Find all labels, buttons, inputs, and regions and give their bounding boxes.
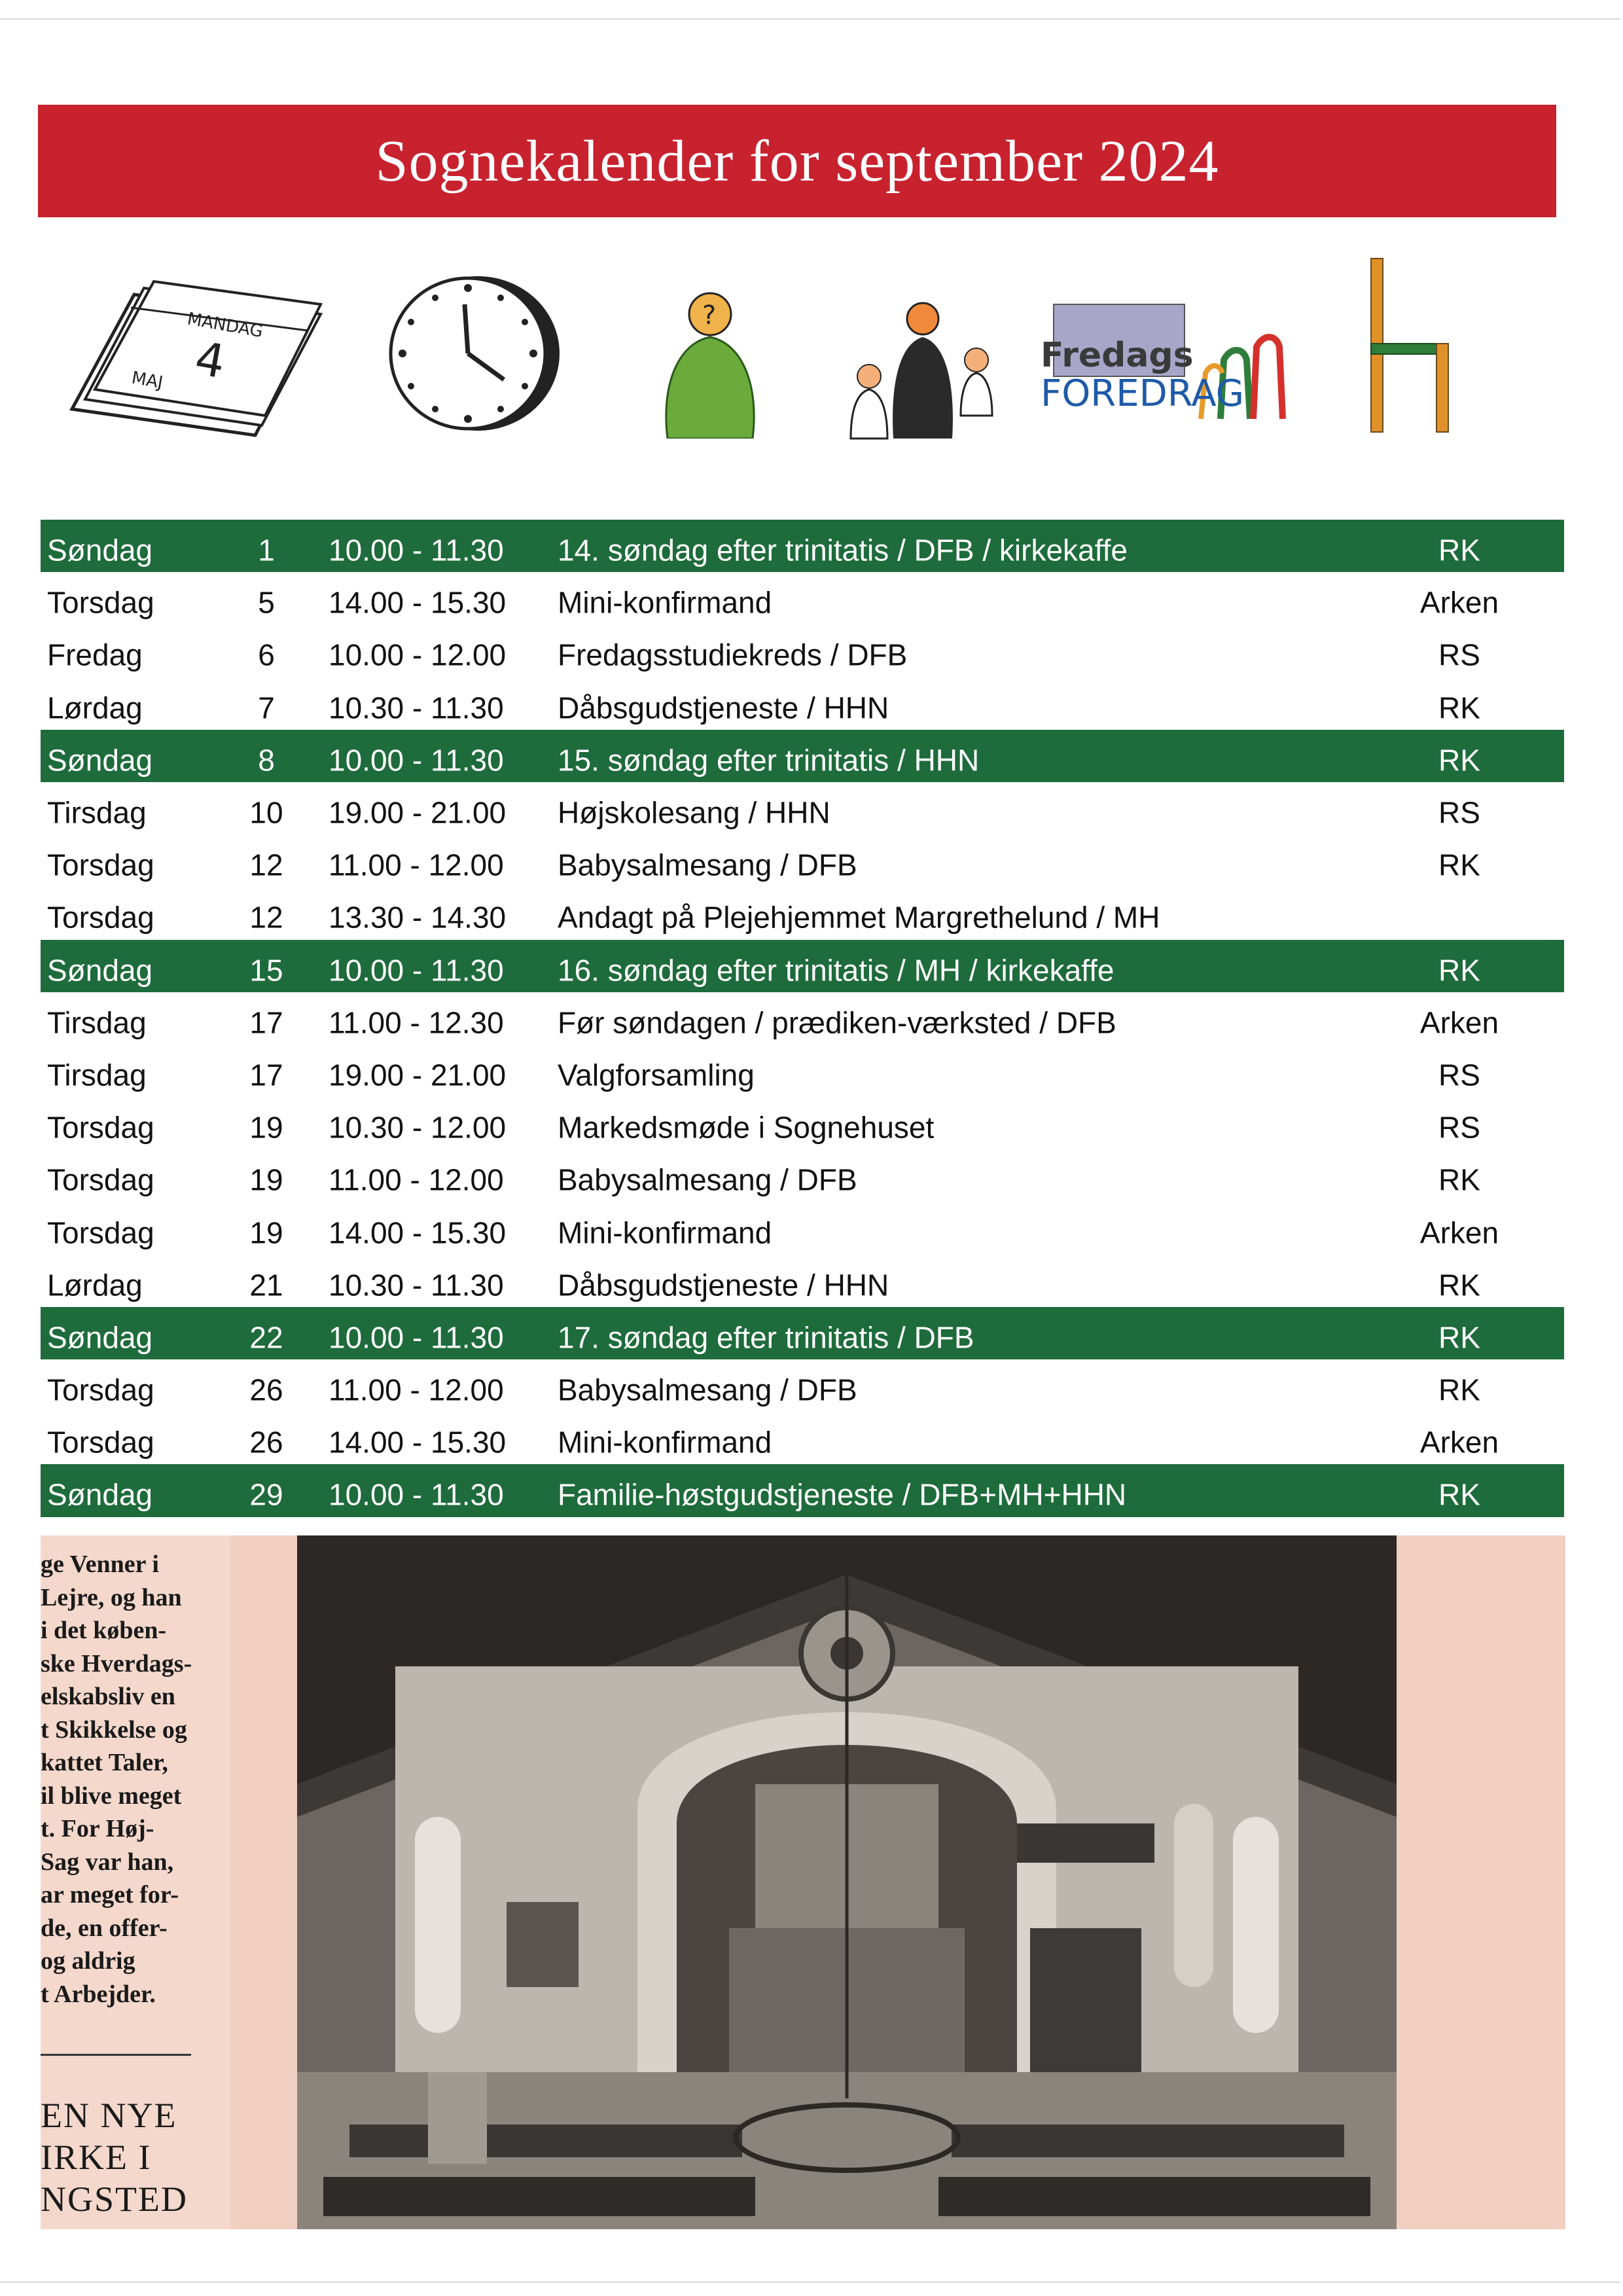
schedule-row: [41, 1359, 1564, 1412]
day-cell: Lørdag: [47, 691, 143, 725]
location-cell: RK: [1438, 691, 1480, 725]
calendar-icon: [59, 268, 327, 439]
svg-text:?: ?: [702, 300, 717, 331]
location-cell: RS: [1438, 637, 1480, 672]
clipping-text-line: t. For Høj-: [41, 1815, 154, 1842]
fredagsforedrag-logo: [1034, 295, 1322, 425]
calendar-month: MAJ: [130, 368, 165, 393]
date-cell: 8: [258, 743, 275, 778]
day-cell: Torsdag: [47, 1162, 154, 1197]
time-cell: 10.30 - 11.30: [329, 691, 504, 725]
date-cell: 19: [249, 1162, 283, 1197]
time-cell: 10.00 - 11.30: [329, 1477, 504, 1512]
time-cell: 14.00 - 15.30: [329, 1215, 507, 1250]
location-cell: RK: [1438, 743, 1480, 778]
clipping-text-line: kattet Taler,: [41, 1749, 168, 1776]
location-cell: RK: [1438, 1268, 1480, 1302]
schedule-row: [41, 1202, 1564, 1254]
clipping-headline-line: EN NYE: [41, 2096, 177, 2135]
clipping-headline-line: IRKE I: [41, 2138, 152, 2177]
location-cell: RS: [1438, 1058, 1480, 1092]
date-cell: 19: [249, 1110, 283, 1145]
schedule-row: [41, 1045, 1564, 1097]
calendar-weekday: MANDAG: [185, 309, 264, 342]
location-cell: RS: [1438, 1110, 1480, 1145]
clipping-text-line: t Arbejder.: [41, 1980, 156, 2008]
time-cell: 11.00 - 12.00: [329, 1162, 504, 1197]
time-cell: 10.00 - 12.00: [329, 637, 507, 672]
event-cell: Dåbsgudstjeneste / HHN: [558, 691, 889, 725]
location-cell: RK: [1438, 1162, 1480, 1197]
location-cell: RK: [1438, 1372, 1480, 1407]
clipping-text-line: i det køben-: [41, 1617, 167, 1644]
date-cell: 7: [258, 691, 275, 725]
clipping-text-line: Lejre, og han: [41, 1583, 182, 1611]
clipping-text-line: de, en offer-: [41, 1914, 168, 1942]
event-cell: Familie-høstgudstjeneste / DFB+MH+HHN: [558, 1477, 1127, 1512]
family-icon: [838, 298, 1008, 442]
date-cell: 26: [249, 1372, 283, 1407]
schedule-row: [41, 1412, 1564, 1464]
day-cell: Lørdag: [47, 1268, 143, 1302]
time-cell: 10.00 - 11.30: [329, 1320, 504, 1355]
event-cell: Babysalmesang / DFB: [558, 1372, 857, 1407]
day-cell: Torsdag: [47, 1215, 154, 1250]
event-cell: Markedsmøde i Sognehuset: [558, 1110, 935, 1145]
location-cell: RK: [1438, 1320, 1480, 1355]
clipping-headline-line: NGSTED: [41, 2179, 188, 2219]
clipping-text-line: ar meget for-: [41, 1881, 179, 1909]
day-cell: Søndag: [47, 953, 153, 988]
person-question-icon: [641, 288, 779, 439]
schedule-row: [41, 677, 1564, 730]
event-cell: 17. søndag efter trinitatis / DFB: [558, 1320, 974, 1355]
event-cell: Før søndagen / prædiken-værksted / DFB: [558, 1005, 1116, 1040]
time-cell: 10.30 - 12.00: [329, 1110, 507, 1145]
day-cell: Torsdag: [47, 848, 154, 882]
day-cell: Søndag: [47, 1477, 153, 1512]
schedule-row-sunday: [41, 1307, 1564, 1359]
clock-icon: [380, 268, 563, 439]
date-cell: 17: [249, 1058, 283, 1092]
location-cell: Arken: [1419, 1005, 1499, 1040]
location-cell: Arken: [1419, 585, 1499, 620]
schedule-row-sunday: [41, 730, 1564, 782]
logo-text-foredrag: FOREDRAG: [1041, 372, 1245, 415]
day-cell: Tirsdag: [47, 795, 147, 830]
schedule-row-sunday: [41, 1464, 1564, 1516]
event-cell: Højskolesang / HHN: [558, 795, 830, 830]
date-cell: 17: [249, 1005, 283, 1040]
icon-strip: [39, 242, 1558, 452]
event-cell: Mini-konfirmand: [558, 1425, 772, 1460]
event-schedule: [41, 520, 1564, 1517]
day-cell: Torsdag: [47, 1110, 154, 1145]
schedule-row: [41, 572, 1564, 624]
location-cell: RK: [1438, 953, 1480, 988]
chair-icon: [1361, 255, 1459, 439]
location-cell: Arken: [1419, 1425, 1499, 1460]
date-cell: 12: [249, 900, 283, 935]
location-cell: RK: [1438, 848, 1480, 882]
time-cell: 10.00 - 11.30: [329, 953, 504, 988]
schedule-row: [41, 782, 1564, 834]
day-cell: Torsdag: [47, 585, 154, 620]
time-cell: 11.00 - 12.00: [329, 1372, 504, 1407]
date-cell: 10: [249, 795, 283, 830]
date-cell: 29: [249, 1477, 283, 1512]
day-cell: Torsdag: [47, 1425, 154, 1460]
time-cell: 11.00 - 12.00: [329, 848, 504, 882]
clipping-text-line: Sag var han,: [41, 1848, 174, 1876]
day-cell: Torsdag: [47, 900, 154, 935]
date-cell: 26: [249, 1425, 283, 1460]
church-interior-photo: [297, 1535, 1397, 2229]
event-cell: 15. søndag efter trinitatis / HHN: [558, 743, 980, 778]
time-cell: 10.00 - 11.30: [329, 533, 504, 567]
event-cell: Andagt på Plejehjemmet Margrethelund / MH: [558, 900, 1160, 935]
time-cell: 14.00 - 15.30: [329, 585, 507, 620]
historic-section: [41, 1535, 1565, 2229]
day-cell: Fredag: [47, 637, 143, 672]
schedule-row-sunday: [41, 520, 1564, 572]
time-cell: 11.00 - 12.30: [329, 1005, 504, 1040]
time-cell: 10.30 - 11.30: [329, 1268, 504, 1302]
event-cell: Babysalmesang / DFB: [558, 1162, 857, 1197]
day-cell: Søndag: [47, 533, 153, 567]
newspaper-clipping: [41, 1535, 230, 2229]
schedule-row: [41, 1255, 1564, 1307]
date-cell: 5: [258, 585, 275, 620]
time-cell: 19.00 - 21.00: [329, 1058, 507, 1092]
time-cell: 14.00 - 15.30: [329, 1425, 507, 1460]
schedule-row: [41, 887, 1564, 939]
date-cell: 19: [249, 1215, 283, 1250]
clipping-text-line: il blive meget: [41, 1782, 182, 1810]
schedule-row: [41, 834, 1564, 887]
clipping-text-line: og aldrig: [41, 1947, 135, 1975]
date-cell: 22: [249, 1320, 283, 1355]
date-cell: 6: [258, 637, 275, 672]
event-cell: 16. søndag efter trinitatis / MH / kirkekaffe: [558, 953, 1115, 988]
location-cell: RK: [1438, 533, 1480, 567]
event-cell: Valgforsamling: [558, 1058, 755, 1092]
day-cell: Tirsdag: [47, 1005, 147, 1040]
calendar-number: 4: [191, 331, 230, 389]
event-cell: Babysalmesang / DFB: [558, 848, 857, 882]
schedule-row: [41, 1097, 1564, 1149]
schedule-row: [41, 992, 1564, 1045]
schedule-row-sunday: [41, 940, 1564, 992]
location-cell: Arken: [1419, 1215, 1499, 1250]
clipping-text-line: ge Venner i: [41, 1551, 159, 1578]
time-cell: 13.30 - 14.30: [329, 900, 507, 935]
event-cell: Mini-konfirmand: [558, 1215, 772, 1250]
day-cell: Tirsdag: [47, 1058, 147, 1092]
day-cell: Søndag: [47, 1320, 153, 1355]
date-cell: 15: [249, 953, 283, 988]
time-cell: 10.00 - 11.30: [329, 743, 504, 778]
location-cell: RS: [1438, 795, 1480, 830]
page-title: Sognekalender for september 2024: [375, 128, 1219, 194]
date-cell: 1: [258, 533, 275, 567]
clipping-text-line: elskabsliv en: [41, 1683, 175, 1710]
event-cell: Fredagsstudiekreds / DFB: [558, 637, 908, 672]
date-cell: 21: [249, 1268, 283, 1302]
day-cell: Torsdag: [47, 1372, 154, 1407]
location-cell: RK: [1438, 1477, 1480, 1512]
event-cell: 14. søndag efter trinitatis / DFB / kirkekaffe: [558, 533, 1128, 567]
logo-text-fredags: Fredags: [1041, 336, 1194, 375]
clipping-text-line: ske Hverdags-: [41, 1649, 192, 1677]
event-cell: Mini-konfirmand: [558, 585, 772, 620]
time-cell: 19.00 - 21.00: [329, 795, 507, 830]
date-cell: 12: [249, 848, 283, 882]
church-interior-illustration: [297, 1535, 1397, 2229]
title-banner: [38, 105, 1556, 217]
clipping-text-line: t Skikkelse og: [41, 1715, 187, 1744]
day-cell: Søndag: [47, 743, 153, 778]
schedule-row: [41, 1149, 1564, 1202]
clipping-divider: [41, 2054, 191, 2056]
schedule-row: [41, 624, 1564, 677]
event-cell: Dåbsgudstjeneste / HHN: [558, 1268, 889, 1302]
